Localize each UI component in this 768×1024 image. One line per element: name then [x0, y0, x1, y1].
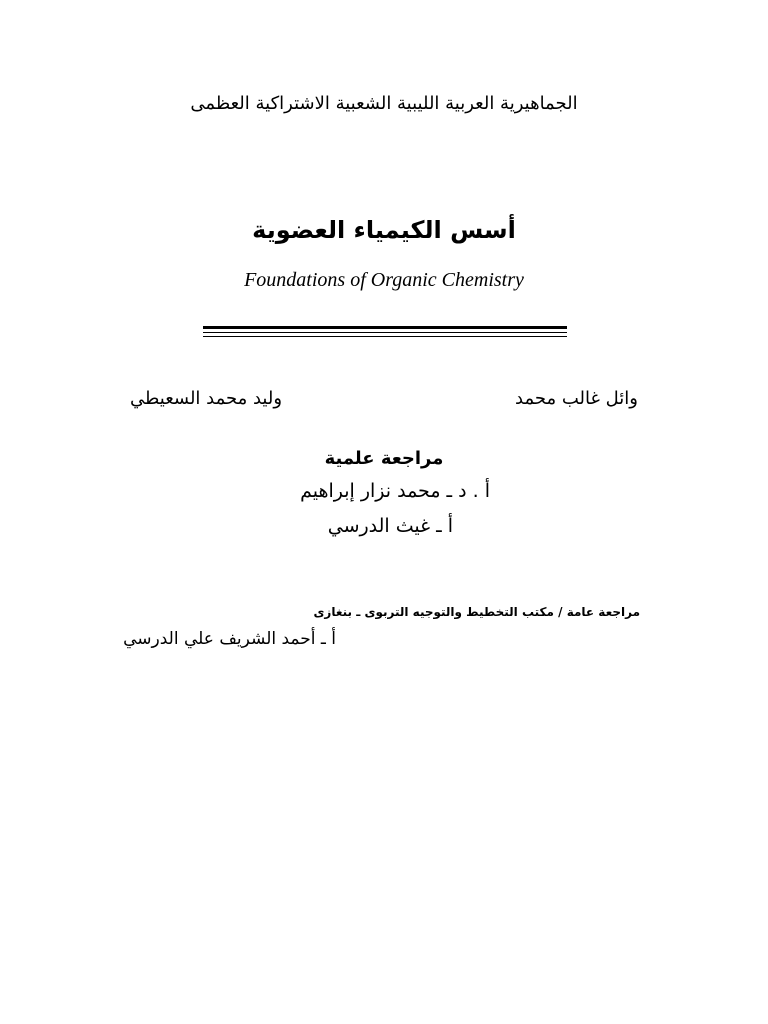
author-second: وليد محمد السعيطي [130, 388, 283, 409]
author-first: وائل غالب محمد [515, 388, 638, 409]
scientific-reviewer: أ . د ـ محمد نزار إبراهيم [300, 480, 490, 502]
general-review-label: مراجعة عامة / مكتب التخطيط والتوجيه التربوى ـ بنغازى [313, 605, 640, 619]
state-name-header: الجماهيرية العربية الليبية الشعبية الاشتراكية العظمى [190, 93, 578, 114]
title-divider-thin [203, 336, 567, 337]
general-reviewer: أ ـ أحمد الشريف علي الدرسي [123, 629, 336, 649]
scientific-reviewer: أ ـ غيث الدرسي [327, 515, 453, 537]
title-divider-thick [203, 326, 567, 329]
arabic-title: أسس الكيمياء العضوية [252, 216, 516, 244]
title-divider-thin [203, 332, 567, 333]
scientific-review-heading: مراجعة علمية [324, 448, 444, 469]
english-title: Foundations of Organic Chemistry [244, 269, 524, 291]
